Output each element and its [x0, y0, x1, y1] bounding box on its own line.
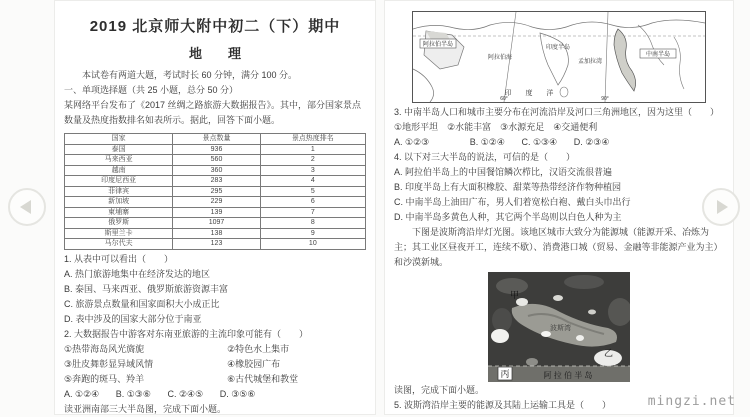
table-cell: 越南	[65, 165, 173, 176]
q2-answer-b: B. ①③⑥	[115, 388, 151, 399]
night-label-persian-gulf: 波斯湾	[550, 325, 571, 332]
map-label-indochina-peninsula: 中南半岛	[645, 52, 671, 58]
table-row	[65, 228, 366, 239]
table-cell: 4	[260, 176, 365, 187]
table-cell: 泰国	[65, 144, 173, 155]
table-header-rank: 景点热度排名	[260, 134, 365, 145]
table-cell: 7	[260, 207, 365, 218]
q1-option-b: B. 泰国、马来西亚、俄罗斯旅游资源丰富	[64, 283, 229, 294]
question-1-stem: 1. 从表中可以看出（ ）	[64, 253, 174, 264]
map-label-meridian-60: 60°	[500, 96, 508, 102]
attractions-table	[64, 133, 366, 250]
table-cell: 马尔代夫	[65, 239, 173, 250]
q2-items-row-1	[64, 342, 366, 357]
table-cell: 123	[173, 239, 260, 250]
table-cell: 马来西亚	[65, 155, 173, 166]
prev-page-button[interactable]	[8, 188, 46, 226]
q2-item-1: ①热带海岛风光旖旎	[64, 343, 145, 354]
q2-item-4: ④橡胶园广布	[227, 358, 281, 369]
q1-option-d: D. 表中涉及的国家大部分位于南亚	[64, 313, 202, 324]
table-cell: 斯里兰卡	[65, 228, 173, 239]
arrow-right-icon	[717, 200, 728, 214]
table-cell: 俄罗斯	[65, 218, 173, 229]
map-label-bay-of-bengal: 孟加拉湾	[577, 59, 603, 65]
map-label-arabian-sea: 阿拉伯海	[487, 55, 513, 61]
table-cell: 柬埔寨	[65, 207, 173, 218]
table-header-count: 景点数量	[173, 134, 260, 145]
table-row	[65, 239, 366, 250]
table-cell: 360	[173, 165, 260, 176]
persian-gulf-night-lights-figure	[488, 272, 630, 382]
q3-answer-c: C. ①③④	[521, 137, 558, 147]
table-row	[65, 144, 366, 155]
q2-item-5: ⑤奔跑的斑马、羚羊	[64, 373, 145, 384]
q3-answer-b: B. ①②④	[469, 137, 505, 147]
arrow-left-icon	[20, 200, 31, 214]
table-row	[65, 165, 366, 176]
table-cell: 印度尼西亚	[65, 176, 173, 187]
q2-answer-line	[64, 387, 366, 402]
q2-item-6: ⑥古代城堡和教堂	[227, 373, 299, 384]
passage-2: 读亚洲南部三大半岛图，完成下面小题。	[64, 403, 227, 414]
table-cell: 560	[173, 155, 260, 166]
table-row	[65, 186, 366, 197]
table-cell: 新加坡	[65, 197, 173, 208]
exam-intro: 本试卷有两道大题，考试时长 60 分钟，满分 100 分。	[82, 70, 298, 80]
exam-page-left	[54, 0, 376, 415]
night-label-bing: 丙	[500, 369, 510, 379]
q4-option-c: C. 中南半岛上油田广布，男人们着宽松白袍、戴白头巾出行	[394, 197, 631, 207]
passage-4: 读图，完成下面小题。	[394, 385, 485, 395]
q3-answer-line	[394, 135, 724, 150]
q2-items-row-2	[64, 357, 366, 372]
night-label-jia: 甲	[510, 290, 520, 300]
table-cell: 6	[260, 197, 365, 208]
table-cell: 3	[260, 165, 365, 176]
table-cell: 2	[260, 155, 365, 166]
table-header-row	[65, 134, 366, 145]
table-row	[65, 176, 366, 187]
table-row	[65, 207, 366, 218]
map-label-indian-ocean: 印 度 洋	[504, 90, 560, 97]
table-cell: 1	[260, 144, 365, 155]
q3-answer-a: A. ①②③	[394, 137, 430, 147]
q1-option-a: A. 热门旅游地集中在经济发达的地区	[64, 268, 211, 279]
map-label-arabian-peninsula: 阿拉伯半岛	[422, 42, 454, 48]
q2-answer-c: C. ②④⑤	[167, 388, 204, 399]
section-1-heading: 一、单项选择题（共 25 小题，总分 50 分）	[64, 85, 239, 95]
q2-answer-d: D. ③⑤⑥	[219, 388, 256, 399]
three-peninsulas-map	[412, 11, 706, 103]
table-cell: 138	[173, 228, 260, 239]
map-label-indian-peninsula: 印度半岛	[545, 45, 571, 51]
table-cell: 139	[173, 207, 260, 218]
q4-option-a: A. 阿拉伯半岛上的中国餐馆鳞次栉比，汉语交流很普遍	[394, 167, 613, 177]
table-cell: 229	[173, 197, 260, 208]
table-cell: 1097	[173, 218, 260, 229]
question-3-stem: 3. 中南半岛人口和城市主要分布在河流沿岸及河口三角洲地区，因为这里（ ）	[394, 107, 720, 117]
question-5-stem: 5. 波斯湾沿岸主要的能源及其陆上运输工具是（ ）	[394, 400, 612, 410]
q4-option-b: B. 印度半岛上有大面积橡胶、甜菜等热带经济作物种植园	[394, 182, 622, 192]
exam-title: 2019 北京师大附中初二（下）期中	[89, 18, 341, 35]
next-page-button[interactable]	[702, 188, 740, 226]
night-label-yi: 乙	[604, 348, 614, 358]
site-watermark: mingzi.net	[647, 394, 736, 409]
table-cell: 295	[173, 186, 260, 197]
exam-subtitle: 地 理	[188, 46, 241, 61]
q3-answer-d: D. ②③④	[573, 137, 610, 147]
question-4-stem: 4. 以下对三大半岛的说法，可信的是（ ）	[394, 152, 576, 162]
exam-page-right	[384, 0, 734, 415]
q3-items-line: ①地形平坦 ②水能丰富 ③水源充足 ④交通便利	[394, 122, 598, 132]
table-cell: 8	[260, 218, 365, 229]
night-figure-svg	[488, 272, 630, 382]
q2-answer-a: A. ①②④	[64, 388, 100, 399]
q2-item-3: ③肚皮舞彰显异域风情	[64, 358, 154, 369]
table-cell: 283	[173, 176, 260, 187]
table-row	[65, 155, 366, 166]
table-header-country: 国家	[65, 134, 173, 145]
night-label-arabian-peninsula: 阿 拉 伯 半 岛	[543, 371, 593, 380]
passage-3: 下图是波斯湾沿岸灯光图。该地区城市大致分为能源城（能源开采、冶炼为主；其工业区昼夜开工，连续不歇）、消费港口城（贸易、金融等非能源产业为主）和沙漠新城。	[394, 227, 723, 267]
table-cell: 10	[260, 239, 365, 250]
table-row	[65, 197, 366, 208]
map-figure-svg	[412, 11, 706, 103]
table-cell: 936	[173, 144, 260, 155]
table-cell: 9	[260, 228, 365, 239]
q1-option-c: C. 旅游景点数量和国家面积大小成正比	[64, 298, 220, 309]
table-row	[65, 218, 366, 229]
passage-1: 某网络平台发布了《2017 丝绸之路旅游大数据报告》。其中，部分国家景点数量及热度指数排名如表所示。据此，回答下面小题。	[64, 100, 362, 125]
q4-option-d: D. 中南半岛多黄色人种，其它两个半岛则以白色人种为主	[394, 212, 622, 222]
q2-items-row-3	[64, 372, 366, 387]
map-label-meridian-90: 90°	[601, 96, 609, 102]
table-cell: 5	[260, 186, 365, 197]
table-cell: 菲律宾	[65, 186, 173, 197]
q2-item-2: ②特色水上集市	[227, 343, 290, 354]
question-2-stem: 2. 大数据报告中游客对东南亚旅游的主流印象可能有（ ）	[64, 328, 309, 339]
